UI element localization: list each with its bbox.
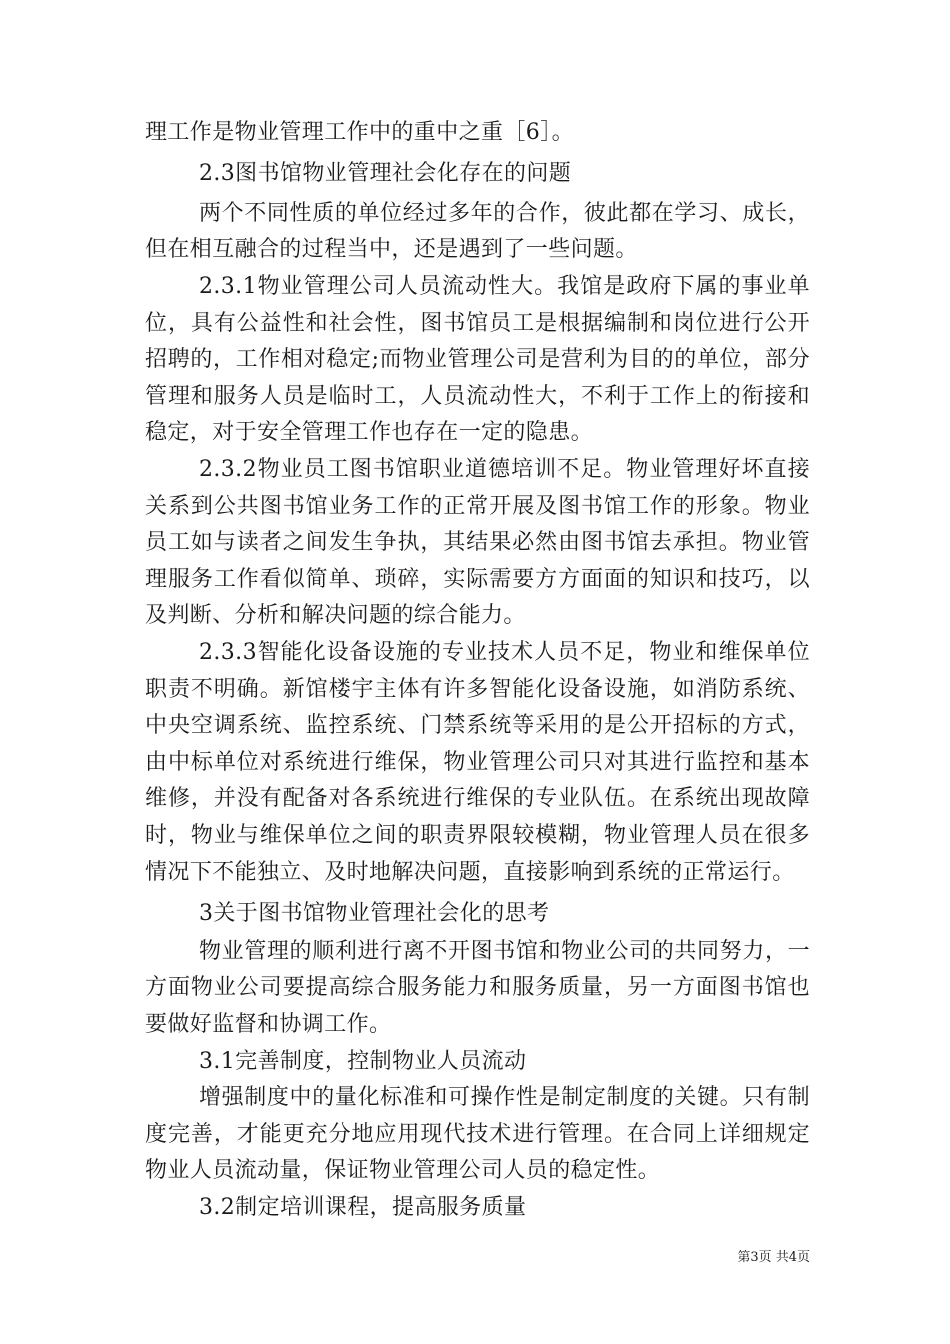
text-line: 物业管理的顺利进行离不开图书馆和物业公司的共同努力，一	[199, 939, 810, 964]
text-line: 情况下不能独立、及时地解决问题，直接影响到系统的正常运行。	[145, 860, 795, 885]
text-line: 中央空调系统、监控系统、门禁系统等采用的是公开招标的方式，	[145, 713, 810, 738]
text-line: 管理和服务人员是临时工，人员流动性大，不利于工作上的衔接和	[145, 384, 810, 409]
text-line: 要做好监督和协调工作。	[145, 1012, 392, 1037]
text-line: 两个不同性质的单位经过多年的合作，彼此都在学习、成长，	[199, 201, 810, 226]
text-line: 增强制度中的量化标准和可操作性是制定制度的关键。只有制	[199, 1085, 810, 1110]
page-number: 第3页 共4页	[737, 1250, 810, 1265]
text-line: 关系到公共图书馆业务工作的正常开展及图书馆工作的形象。物业	[145, 494, 810, 519]
text-line: 理服务工作看似简单、琐碎，实际需要方方面面的知识和技巧，以	[145, 567, 810, 592]
text-line: 理工作是物业管理工作中的重中之重［6］。	[145, 120, 574, 145]
text-line: 稳定，对于安全管理工作也存在一定的隐患。	[145, 420, 594, 445]
text-line: 2.3.2物业员工图书馆职业道德培训不足。物业管理好坏直接	[199, 457, 810, 482]
text-line: 员工如与读者之间发生争执，其结果必然由图书馆去承担。物业管	[145, 530, 810, 555]
text-line: 时，物业与维保单位之间的职责界限较模糊，物业管理人员在很多	[145, 823, 810, 848]
text-line: 及判断、分析和解决问题的综合能力。	[145, 603, 526, 628]
text-line: 职责不明确。新馆楼宇主体有许多智能化设备设施，如消防系统、	[145, 677, 810, 702]
section-heading: 3.2制定培训课程，提高服务质量	[199, 1195, 527, 1220]
section-heading: 2.3图书馆物业管理社会化存在的问题	[199, 161, 572, 186]
text-line: 由中标单位对系统进行维保，物业管理公司只对其进行监控和基本	[145, 750, 810, 775]
text-line: 度完善，才能更充分地应用现代技术进行管理。在合同上详细规定	[145, 1122, 810, 1147]
text-line: 方面物业公司要提高综合服务能力和服务质量，另一方面图书馆也	[145, 975, 810, 1000]
text-line: 位，具有公益性和社会性，图书馆员工是根据编制和岗位进行公开	[145, 311, 810, 336]
text-line: 2.3.1物业管理公司人员流动性大。我馆是政府下属的事业单	[199, 274, 810, 299]
text-line: 维修，并没有配备对各系统进行维保的专业队伍。在系统出现故障	[145, 786, 810, 811]
section-heading: 3.1完善制度，控制物业人员流动	[199, 1049, 527, 1074]
text-line: 招聘的，工作相对稳定;而物业管理公司是营利为目的的单位，部分	[145, 347, 810, 372]
text-line: 2.3.3智能化设备设施的专业技术人员不足，物业和维保单位	[199, 640, 810, 665]
text-line: 但在相互融合的过程当中，还是遇到了一些问题。	[145, 237, 638, 262]
section-heading: 3关于图书馆物业管理社会化的思考	[199, 901, 550, 926]
text-line: 物业人员流动量，保证物业管理公司人员的稳定性。	[145, 1158, 661, 1183]
